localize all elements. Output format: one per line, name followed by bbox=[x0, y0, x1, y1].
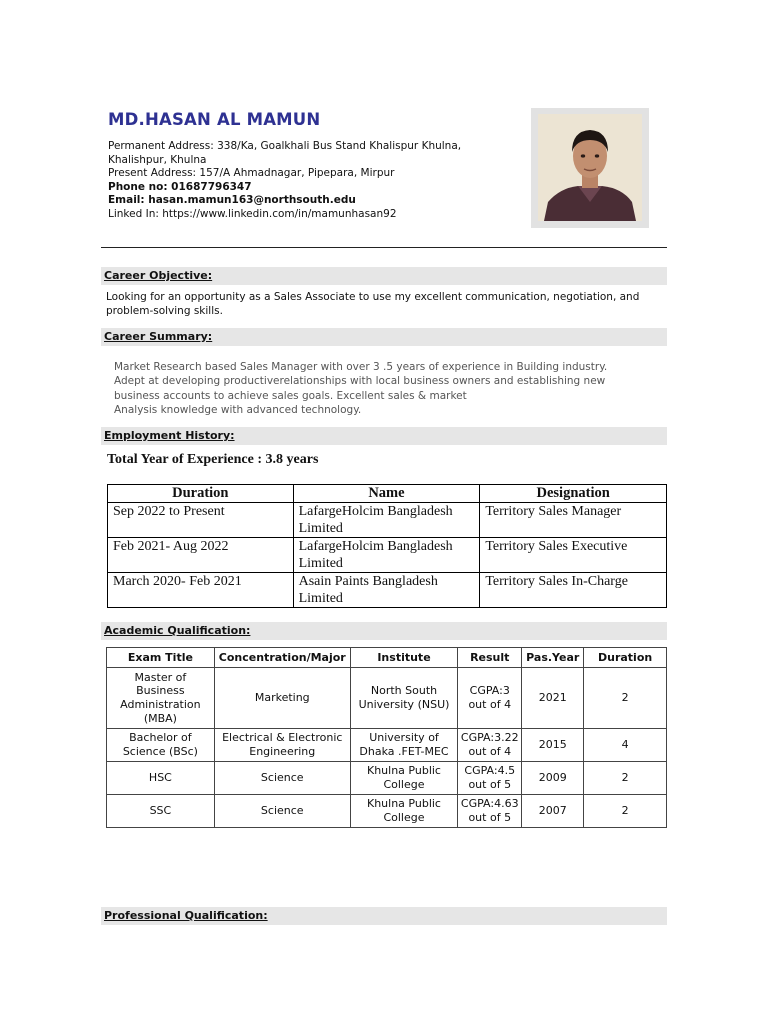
designation-cell: Territory Sales In-Charge bbox=[480, 573, 667, 608]
major-cell: Science bbox=[214, 762, 350, 795]
employment-table bbox=[107, 484, 667, 608]
career-summary-text bbox=[114, 360, 658, 418]
employer-cell: LafargeHolcim Bangladesh Limited bbox=[293, 538, 480, 573]
major-cell: Science bbox=[214, 795, 350, 828]
professional-qualification-title: Professional Qualification: bbox=[104, 909, 268, 922]
year-cell: 2007 bbox=[522, 795, 584, 828]
summary-line: Market Research based Sales Manager with over 3 .5 years of experience in Building industry. bbox=[114, 361, 608, 373]
exam-title-cell: SSC bbox=[107, 795, 215, 828]
career-summary-header bbox=[101, 328, 667, 346]
column-header: Designation bbox=[480, 485, 667, 503]
summary-line: Analysis knowledge with advanced technology. bbox=[114, 404, 362, 417]
result-cell: CGPA:4.5 out of 5 bbox=[458, 762, 522, 795]
employment-history-header bbox=[101, 427, 667, 445]
institute-cell: Khulna Public College bbox=[350, 762, 458, 795]
permanent-address-cont: Khalishpur, Khulna bbox=[108, 153, 207, 166]
employer-cell: Asain Paints Bangladesh Limited bbox=[293, 573, 480, 608]
major-cell: Electrical & Electronic Engineering bbox=[214, 729, 350, 762]
table-row bbox=[108, 573, 667, 608]
academic-qualification-header bbox=[101, 622, 667, 640]
duration-cell: 2 bbox=[584, 762, 667, 795]
table-row bbox=[107, 795, 667, 828]
employer-cell: LafargeHolcim Bangladesh Limited bbox=[293, 503, 480, 538]
academic-header-row bbox=[107, 648, 667, 668]
institute-cell: North South University (NSU) bbox=[350, 668, 458, 729]
table-row bbox=[108, 538, 667, 573]
header-divider bbox=[101, 247, 667, 248]
total-experience: Total Year of Experience : 3.8 years bbox=[107, 452, 319, 467]
major-cell: Marketing bbox=[214, 668, 350, 729]
column-header: Name bbox=[293, 485, 480, 503]
permanent-address: Permanent Address: 338/Ka, Goalkhali Bus Stand Khalispur Khulna, bbox=[108, 140, 462, 152]
column-header: Pas.Year bbox=[522, 648, 584, 668]
academic-table bbox=[106, 647, 667, 828]
column-header: Result bbox=[458, 648, 522, 668]
exam-title-cell: Master of Business Administration (MBA) bbox=[107, 668, 215, 729]
employment-header-row bbox=[108, 485, 667, 503]
profile-photo bbox=[538, 114, 642, 221]
career-summary-title: Career Summary: bbox=[104, 330, 213, 343]
column-header: Concentration/Major bbox=[214, 648, 350, 668]
institute-cell: University of Dhaka .FET-MEC bbox=[350, 729, 458, 762]
column-header: Exam Title bbox=[107, 648, 215, 668]
present-address: Present Address: 157/A Ahmadnagar, Pipepara, Mirpur bbox=[108, 167, 395, 180]
duration-cell: 2 bbox=[584, 795, 667, 828]
employment-history-title: Employment History: bbox=[104, 429, 235, 442]
exam-title-cell: Bachelor of Science (BSc) bbox=[107, 729, 215, 762]
duration-cell: Feb 2021- Aug 2022 bbox=[108, 538, 294, 573]
career-objective-title: Career Objective: bbox=[104, 269, 213, 282]
table-row bbox=[107, 729, 667, 762]
career-objective-header bbox=[101, 267, 667, 285]
designation-cell: Territory Sales Manager bbox=[480, 503, 667, 538]
table-row bbox=[107, 762, 667, 795]
table-row bbox=[108, 503, 667, 538]
summary-line: Adept at developing productiverelationships with local business owners and establishing new bbox=[114, 375, 606, 388]
summary-line: business accounts to achieve sales goals. Excellent sales & market bbox=[114, 389, 467, 402]
column-header: Institute bbox=[350, 648, 458, 668]
phone-number: Phone no: 01687796347 bbox=[108, 180, 252, 193]
email-address: Email: hasan.mamun163@northsouth.edu bbox=[108, 194, 356, 207]
institute-cell: Khulna Public College bbox=[350, 795, 458, 828]
linkedin-url: Linked In: https://www.linkedin.com/in/mamunhasan92 bbox=[108, 207, 397, 220]
year-cell: 2009 bbox=[522, 762, 584, 795]
year-cell: 2021 bbox=[522, 668, 584, 729]
year-cell: 2015 bbox=[522, 729, 584, 762]
column-header: Duration bbox=[584, 648, 667, 668]
duration-cell: 4 bbox=[584, 729, 667, 762]
exam-title-cell: HSC bbox=[107, 762, 215, 795]
professional-qualification-header bbox=[101, 907, 667, 925]
result-cell: CGPA:4.63 out of 5 bbox=[458, 795, 522, 828]
result-cell: CGPA:3.22 out of 4 bbox=[458, 729, 522, 762]
career-objective-text: Looking for an opportunity as a Sales Associate to use my excellent communication, negotiation, and problem-solving skills. bbox=[106, 291, 640, 317]
table-row bbox=[107, 668, 667, 729]
duration-cell: 2 bbox=[584, 668, 667, 729]
candidate-name: MD.HASAN AL MAMUN bbox=[108, 110, 321, 129]
academic-qualification-title: Academic Qualification: bbox=[104, 624, 251, 637]
designation-cell: Territory Sales Executive bbox=[480, 538, 667, 573]
column-header: Duration bbox=[108, 485, 294, 503]
duration-cell: Sep 2022 to Present bbox=[108, 503, 294, 538]
duration-cell: March 2020- Feb 2021 bbox=[108, 573, 294, 608]
result-cell: CGPA:3 out of 4 bbox=[458, 668, 522, 729]
contact-block bbox=[108, 140, 508, 222]
